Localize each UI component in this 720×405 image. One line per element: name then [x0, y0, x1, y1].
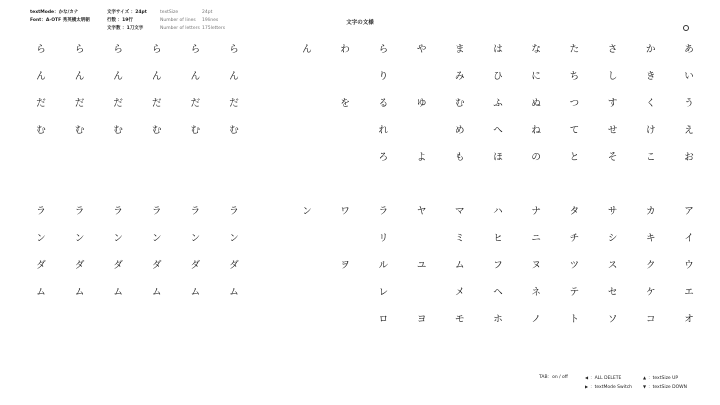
character-cell: ヤ: [416, 206, 427, 217]
circle-icon[interactable]: [683, 25, 689, 31]
character-cell: カ: [646, 206, 656, 217]
character-cell: ノ: [531, 314, 541, 325]
size-up-label: ：textSize UP: [648, 376, 679, 381]
character-cell: チ: [569, 233, 580, 244]
character-cell: ン: [229, 233, 239, 244]
triangle-left-icon: ◀: [585, 375, 589, 380]
character-cell: ほ: [493, 152, 503, 163]
character-cell: ン: [302, 206, 312, 217]
character-cell: く: [646, 98, 656, 109]
character-cell: だ: [36, 98, 46, 109]
character-cell: ら: [229, 44, 239, 55]
character-cell: サ: [607, 206, 618, 217]
letters-label: 文字数 ：1刀文字: [107, 26, 144, 31]
character-cell: ネ: [531, 287, 541, 298]
character-cell: ト: [569, 314, 580, 325]
character-cell: フ: [493, 260, 503, 271]
character-cell: ヘ: [493, 287, 503, 298]
character-cell: ハ: [493, 206, 503, 217]
character-cell: う: [684, 98, 694, 109]
triangle-down-icon: ▼: [643, 384, 647, 389]
character-cell: こ: [646, 152, 656, 163]
character-cell: む: [113, 125, 123, 136]
character-cell: た: [569, 44, 580, 55]
character-cell: せ: [607, 125, 618, 136]
character-cell: や: [416, 44, 427, 55]
character-cell: ヲ: [340, 260, 350, 271]
character-cell: な: [531, 44, 541, 55]
character-cell: ま: [455, 44, 465, 55]
character-cell: ア: [684, 206, 694, 217]
character-cell: の: [531, 152, 541, 163]
character-cell: リ: [378, 233, 389, 244]
character-cell: ナ: [531, 206, 541, 217]
character-cell: ク: [646, 260, 656, 271]
size-down-hint: [643, 383, 687, 392]
character-cell: ヒ: [493, 233, 503, 244]
character-cell: ん: [229, 71, 239, 82]
character-cell: ら: [190, 44, 201, 55]
character-cell: ヌ: [531, 260, 541, 271]
character-cell: ん: [302, 44, 312, 55]
character-cell: て: [569, 125, 580, 136]
character-cell: ラ: [190, 206, 201, 217]
character-cell: を: [340, 98, 350, 109]
character-cell: ソ: [607, 314, 618, 325]
character-cell: ス: [607, 260, 618, 271]
character-cell: テ: [569, 287, 580, 298]
character-cell: ム: [229, 287, 239, 298]
page-title: 文字の文様: [346, 20, 374, 26]
character-cell: そ: [607, 152, 618, 163]
character-cell: よ: [416, 152, 427, 163]
character-cell: ラ: [74, 206, 85, 217]
text-size-label: 文字サイズ ：24pt: [107, 10, 147, 15]
character-cell: ワ: [340, 206, 350, 217]
textmode-switch-hint: [585, 383, 632, 392]
character-cell: エ: [684, 287, 694, 298]
character-cell: ラ: [152, 206, 162, 217]
character-cell: ダ: [36, 260, 46, 271]
character-cell: ウ: [684, 260, 694, 271]
character-cell: だ: [229, 98, 239, 109]
character-cell: ミ: [455, 233, 465, 244]
letters-caption: Number of letters: [160, 26, 200, 31]
character-cell: つ: [569, 98, 580, 109]
character-cell: ダ: [113, 260, 123, 271]
character-cell: ち: [569, 71, 580, 82]
character-cell: ん: [36, 71, 46, 82]
character-cell: だ: [190, 98, 201, 109]
size-up-hint: [643, 374, 678, 383]
character-cell: ね: [531, 125, 541, 136]
character-cell: ら: [74, 44, 85, 55]
character-cell: ル: [378, 260, 389, 271]
character-cell: も: [455, 152, 465, 163]
character-cell: ら: [152, 44, 162, 55]
character-cell: ら: [378, 44, 389, 55]
character-cell: る: [378, 98, 389, 109]
character-cell: ン: [152, 233, 162, 244]
character-cell: ん: [74, 71, 85, 82]
character-cell: タ: [569, 206, 580, 217]
character-cell: あ: [684, 44, 694, 55]
character-cell: ム: [190, 287, 201, 298]
character-cell: キ: [646, 233, 656, 244]
character-cell: ダ: [152, 260, 162, 271]
character-cell: だ: [74, 98, 85, 109]
character-cell: む: [455, 98, 465, 109]
character-cell: ム: [36, 287, 46, 298]
textmode-switch-label: ：textMode Switch: [590, 385, 633, 390]
character-cell: ン: [74, 233, 85, 244]
character-cell: モ: [455, 314, 465, 325]
character-cell: ユ: [416, 260, 427, 271]
textsize-caption: textSize: [160, 10, 179, 15]
size-down-label: ：textSize DOWN: [648, 385, 687, 390]
character-cell: わ: [340, 44, 350, 55]
character-cell: め: [455, 125, 465, 136]
character-cell: ん: [190, 71, 201, 82]
lines-label: 行数 ：19行: [107, 18, 133, 23]
character-cell: け: [646, 125, 656, 136]
character-cell: し: [607, 71, 618, 82]
character-cell: ホ: [493, 314, 503, 325]
character-cell: ケ: [646, 287, 656, 298]
character-cell: と: [569, 152, 580, 163]
character-cell: コ: [646, 314, 656, 325]
character-cell: ム: [455, 260, 465, 271]
font-label: Font：A-OTF 秀英横太明朝: [30, 18, 90, 23]
character-cell: ダ: [229, 260, 239, 271]
character-cell: ろ: [378, 152, 389, 163]
letters-value: 175letters: [202, 26, 226, 31]
character-cell: ム: [152, 287, 162, 298]
character-cell: ン: [113, 233, 123, 244]
lines-caption: Number of lines: [160, 18, 196, 23]
character-cell: だ: [152, 98, 162, 109]
character-cell: ラ: [229, 206, 239, 217]
character-cell: マ: [455, 206, 465, 217]
lines-value: 19lines: [202, 18, 219, 23]
character-cell: ひ: [493, 71, 503, 82]
character-cell: ン: [36, 233, 46, 244]
character-cell: ロ: [378, 314, 389, 325]
character-cell: り: [378, 71, 389, 82]
character-cell: ふ: [493, 98, 503, 109]
triangle-up-icon: ▲: [643, 375, 647, 380]
character-cell: ラ: [113, 206, 123, 217]
character-cell: は: [493, 44, 503, 55]
character-cell: オ: [684, 314, 694, 325]
character-cell: え: [684, 125, 694, 136]
character-cell: ヨ: [416, 314, 427, 325]
character-cell: お: [684, 152, 694, 163]
character-cell: き: [646, 71, 656, 82]
character-cell: ム: [113, 287, 123, 298]
triangle-right-icon: ▶: [585, 384, 589, 389]
all-delete-label: ：ALL DELETE: [590, 376, 622, 381]
character-cell: ら: [36, 44, 46, 55]
character-cell: む: [229, 125, 239, 136]
character-cell: レ: [378, 287, 389, 298]
character-cell: だ: [113, 98, 123, 109]
character-cell: ん: [152, 71, 162, 82]
character-cell: ら: [113, 44, 123, 55]
character-cell: み: [455, 71, 465, 82]
character-cell: に: [531, 71, 541, 82]
character-cell: シ: [607, 233, 618, 244]
character-cell: ツ: [569, 260, 580, 271]
tab-toggle-hint: TAB：on / off: [539, 375, 568, 380]
character-cell: れ: [378, 125, 389, 136]
text-mode-label: textMode：かな/カナ: [30, 10, 79, 15]
character-cell: む: [152, 125, 162, 136]
character-cell: ダ: [74, 260, 85, 271]
all-delete-hint: [585, 374, 621, 383]
character-cell: ニ: [531, 233, 541, 244]
character-cell: ム: [74, 287, 85, 298]
character-cell: む: [36, 125, 46, 136]
character-cell: む: [74, 125, 85, 136]
character-cell: ん: [113, 71, 123, 82]
character-cell: ラ: [36, 206, 46, 217]
character-cell: イ: [684, 233, 694, 244]
character-cell: ゆ: [416, 98, 427, 109]
character-cell: ダ: [190, 260, 201, 271]
character-cell: ン: [190, 233, 201, 244]
character-cell: か: [646, 44, 656, 55]
textsize-value: 24pt: [202, 10, 213, 15]
character-cell: ラ: [378, 206, 389, 217]
character-cell: セ: [607, 287, 618, 298]
character-cell: い: [684, 71, 694, 82]
character-cell: す: [607, 98, 618, 109]
character-cell: へ: [493, 125, 503, 136]
character-cell: メ: [455, 287, 465, 298]
character-cell: ぬ: [531, 98, 541, 109]
character-cell: む: [190, 125, 201, 136]
character-cell: さ: [607, 44, 618, 55]
